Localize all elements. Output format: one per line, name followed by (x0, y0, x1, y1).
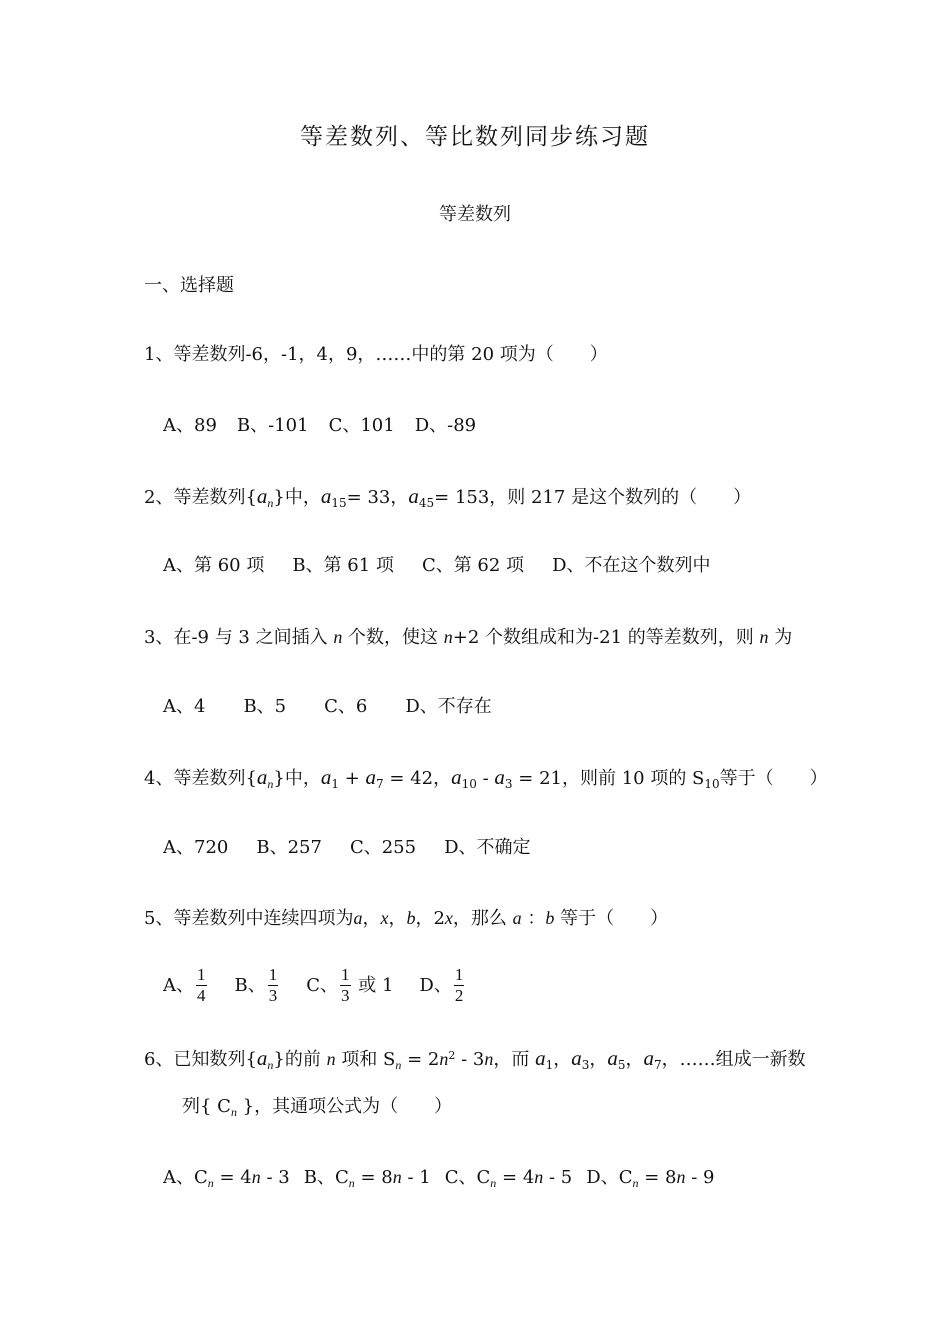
fraction: $\frac{1}{3}$ (268, 965, 278, 1005)
option-d: D、不确定 (444, 837, 531, 858)
question-6: 6、已知数列$\{a_n\}$的前 n 项和 $S_n = 2n^2 - 3n$，而 $a_1$，$a_3$，$a_5$，$a_7$，……组成一新数 (144, 1046, 806, 1072)
question-6-continued: 列{ $C_n$ }，其通项公式为（ ） (182, 1096, 453, 1119)
option-d: D、$C_n = 8n - 9$ (586, 1167, 715, 1190)
fraction: $\frac{1}{3}$ (341, 965, 350, 1005)
option-b: B、$C_n = 8n - 1$ (303, 1167, 431, 1190)
option-d: D、不存在 (405, 696, 492, 717)
option-b: B、5 (243, 696, 287, 717)
question-1-options (163, 412, 476, 440)
document-title: 等差数列、等比数列同步练习题 (300, 124, 650, 150)
option-c: C、6 (324, 696, 368, 717)
option-a: A、720 (163, 837, 229, 858)
option-c: C、255 (349, 837, 417, 858)
question-5-options (163, 966, 466, 1005)
question-4: 4、等差数列$\{a_n\}$中，$a_1 + a_7 = 42$，$a_{10} - a_3 = 21$，则前 10 项的 $S_{10}$等于（ ） (144, 765, 828, 791)
option-a: A、89 (163, 415, 217, 436)
option-c: C、第 62 项 (421, 555, 525, 576)
question-2-options (163, 552, 711, 580)
option-a: A、第 60 项 (163, 555, 265, 576)
section-heading: 一、选择题 (144, 275, 234, 296)
option-a: A、 $\frac{1}{4}$ (163, 965, 206, 1005)
option-b: B、第 61 项 (292, 555, 394, 576)
question-3-options (163, 693, 492, 721)
question-6-options (163, 1163, 714, 1192)
fraction: $\frac{1}{2}$ (454, 965, 464, 1005)
option-b: B、 $\frac{1}{3}$ (234, 965, 278, 1005)
question-1: 1、等差数列-6，-1，4，9，……中的第 20 项为（ ） (144, 344, 608, 365)
option-a: A、$C_n = 4n - 3$ (163, 1167, 290, 1190)
option-c: C、 $\frac{1}{3}$ 或 1 (306, 965, 394, 1005)
option-d: D、不在这个数列中 (552, 555, 711, 576)
question-4-options (163, 834, 531, 862)
question-3: 3、在-9 与 3 之间插入 n 个数，使这 n+2 个数组成和为-21 的等差数列，则 n 为 (144, 627, 793, 648)
option-d: D、 $\frac{1}{2}$ (419, 965, 464, 1005)
fraction: $\frac{1}{4}$ (197, 965, 206, 1005)
option-b: B、257 (256, 837, 322, 858)
option-d: D、-89 (414, 415, 477, 436)
option-c: C、101 (328, 415, 395, 436)
question-2: 2、等差数列$\{a_n\}$中，$a_{15}= 33$，$a_{45}= 153$，则 217 是这个数列的（ ） (144, 484, 752, 510)
option-a: A、4 (163, 696, 206, 717)
question-5: 5、等差数列中连续四项为a，x，b，2x，那么 a ：b 等于（ ） (144, 908, 669, 929)
option-c: C、$C_n = 4n - 5$ (444, 1167, 573, 1190)
section-subtitle: 等差数列 (439, 204, 511, 225)
option-b: B、-101 (236, 415, 309, 436)
